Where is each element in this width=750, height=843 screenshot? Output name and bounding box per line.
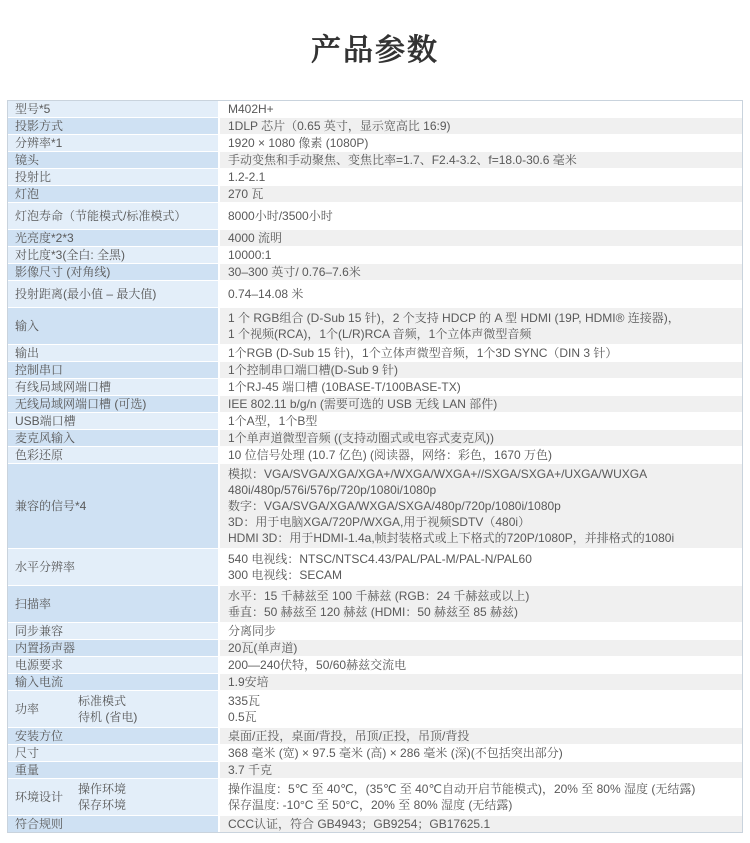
spec-row: [8, 463, 742, 548]
spec-value: [220, 762, 742, 778]
spec-label-text: 重量: [15, 763, 40, 777]
spec-label-text: 投射比: [15, 170, 52, 184]
spec-value-line: 8000小时/3500小时: [228, 209, 333, 223]
spec-sublabel: 操作环境: [78, 782, 127, 796]
spec-label: [8, 135, 220, 151]
spec-value: [220, 396, 742, 412]
spec-value-line: 20瓦(单声道): [228, 641, 298, 655]
spec-value-line: 1 个 RGB组合 (D-Sub 15 针)，2 个支持 HDCP 的 A 型 HDMI (19P, HDMI® 连接器)，: [228, 311, 680, 325]
spec-row: [8, 446, 742, 463]
spec-sublabel: 待机 (省电): [78, 710, 138, 724]
spec-value-line: 200—240伏特，50/60赫兹交流电: [228, 658, 407, 672]
spec-row: [8, 656, 742, 673]
spec-sublabel: 保存环境: [78, 798, 127, 812]
spec-label: 环境设计: [8, 779, 78, 815]
spec-value-line: 368 毫米 (宽) × 97.5 毫米 (高) × 286 毫米 (深)(不包括突出部分): [228, 746, 563, 760]
spec-value: [220, 101, 742, 117]
spec-label-text: 符合规则: [15, 817, 64, 831]
page-title: 产品参数: [311, 34, 439, 67]
spec-label: [8, 186, 220, 202]
spec-row: [8, 639, 742, 656]
spec-row: [8, 134, 742, 151]
spec-sublabel-column: [78, 779, 220, 815]
spec-label: [8, 413, 220, 429]
spec-label-text: 灯泡寿命（节能模式/标准模式）: [15, 209, 187, 223]
spec-label-text: 灯泡: [15, 187, 40, 201]
spec-label-text: 色彩还原: [15, 448, 64, 462]
spec-label: 功率: [8, 691, 78, 727]
spec-row: [8, 778, 742, 815]
spec-label: [8, 281, 220, 307]
spec-label-text: 水平分辨率: [15, 560, 76, 574]
spec-value-line: 335瓦: [228, 694, 261, 708]
spec-label: [8, 203, 220, 229]
spec-row: [8, 246, 742, 263]
spec-label-text: 型号*5: [15, 102, 51, 116]
spec-label: [8, 745, 220, 761]
spec-value: [220, 549, 742, 585]
spec-row: [8, 585, 742, 622]
spec-value-line: 模拟：VGA/SVGA/XGA/XGA+/WXGA/WXGA+//SXGA/SXGA+/UXGA/WUXGA: [228, 467, 648, 481]
spec-value-line: 1920 × 1080 像素 (1080P): [228, 136, 369, 150]
spec-value: [220, 308, 742, 344]
spec-row: [8, 744, 742, 761]
spec-label: [8, 230, 220, 246]
spec-value-line: 1个RJ-45 端口槽 (10BASE-T/100BASE-TX): [228, 380, 461, 394]
spec-label-text: 控制串口: [15, 363, 64, 377]
spec-row: [8, 622, 742, 639]
spec-label: [8, 430, 220, 446]
spec-value-line: 270 瓦: [228, 187, 264, 201]
spec-row: [8, 548, 742, 585]
spec-row: [8, 229, 742, 246]
spec-sublabel: 标准模式: [78, 694, 127, 708]
spec-value: [220, 447, 742, 463]
spec-value-line: 10000:1: [228, 248, 272, 262]
spec-label: [8, 586, 220, 622]
spec-label: [8, 447, 220, 463]
spec-row: [8, 761, 742, 778]
spec-value-line: 1个单声道微型音频 ((支持动圈式或电容式麦克风)): [228, 431, 494, 445]
spec-value-line: 4000 流明: [228, 231, 283, 245]
spec-value: [220, 674, 742, 690]
spec-label: [8, 118, 220, 134]
spec-label-text: USB端口槽: [15, 414, 76, 428]
spec-value-line: 10 位信号处理 (10.7 亿色) (阅读器，网络：彩色，1670 万色): [228, 448, 553, 462]
spec-value: [220, 430, 742, 446]
spec-row: [8, 727, 742, 744]
spec-label: [8, 640, 220, 656]
spec-row: [8, 151, 742, 168]
spec-value-line: 0.5瓦: [228, 710, 257, 724]
spec-value-line: 540 电视线：NTSC/NTSC4.43/PAL/PAL-M/PAL-N/PAL60: [228, 552, 532, 566]
spec-value: [220, 152, 742, 168]
spec-row: [8, 815, 742, 832]
spec-row: [8, 117, 742, 134]
spec-value-line: 水平：15 千赫兹至 100 千赫兹 (RGB：24 千赫兹或以上): [228, 589, 530, 603]
spec-value: [220, 745, 742, 761]
spec-value-line: M402H+: [228, 102, 274, 116]
spec-value: [220, 118, 742, 134]
spec-label: [8, 762, 220, 778]
spec-value-line: 3.7 千克: [228, 763, 273, 777]
spec-value: [220, 657, 742, 673]
spec-label-text: 同步兼容: [15, 624, 64, 638]
spec-table: [7, 100, 743, 833]
spec-label: [8, 379, 220, 395]
spec-sublabel-column: [78, 691, 220, 727]
spec-value: [220, 186, 742, 202]
spec-label: [8, 396, 220, 412]
spec-value-line: 480i/480p/576i/576p/720p/1080i/1080p: [228, 483, 437, 497]
spec-value-line: 1个控制串口端口槽(D-Sub 9 针): [228, 363, 399, 377]
spec-value: [220, 230, 742, 246]
spec-value-line: 1个RGB (D-Sub 15 针)，1个立体声微型音频，1个3D SYNC（DIN 3 针）: [228, 346, 618, 360]
spec-row: [8, 673, 742, 690]
spec-label: [8, 152, 220, 168]
spec-value: [220, 345, 742, 361]
spec-value-line: HDMI 3D：用于HDMI-1.4a,帧封装格式或上下格式的720P/1080P，并排格式的1080i: [228, 531, 675, 545]
spec-value: [220, 281, 742, 307]
spec-value-line: 垂直：50 赫兹至 120 赫兹 (HDMI：50 赫兹至 85 赫兹): [228, 605, 519, 619]
spec-label-text: 输出: [15, 346, 40, 360]
spec-value-line: 3D：用于电脑XGA/720P/WXGA,用于视频SDTV（480i）: [228, 515, 531, 529]
spec-value-line: 300 电视线：SECAM: [228, 568, 343, 582]
spec-row: [8, 280, 742, 307]
spec-label-text: 麦克风输入: [15, 431, 76, 445]
spec-label: [8, 169, 220, 185]
spec-label-text: 无线局域网端口槽 (可选): [15, 397, 147, 411]
spec-label: [8, 816, 220, 832]
spec-value: [220, 169, 742, 185]
spec-row: [8, 168, 742, 185]
spec-value: [220, 264, 742, 280]
spec-value-line: 30–300 英寸/ 0.76–7.6米: [228, 265, 361, 279]
spec-value: [220, 640, 742, 656]
spec-value-line: 0.74–14.08 米: [228, 287, 304, 301]
spec-value: [220, 464, 742, 548]
spec-value: [220, 816, 742, 832]
spec-row: [8, 344, 742, 361]
spec-value: [220, 203, 742, 229]
spec-label-text: 光亮度*2*3: [15, 231, 74, 245]
spec-value-line: 1.2-2.1: [228, 170, 266, 184]
spec-value-line: 分离同步: [228, 624, 277, 638]
spec-label: [8, 623, 220, 639]
spec-value: [220, 413, 742, 429]
spec-label: [8, 657, 220, 673]
spec-value: [220, 586, 742, 622]
spec-value: [220, 247, 742, 263]
spec-label: [8, 308, 220, 344]
spec-row: [8, 202, 742, 229]
spec-label-text: 尺寸: [15, 746, 40, 760]
spec-label-text: 镜头: [15, 153, 40, 167]
spec-value-line: 数字：VGA/SVGA/XGA/WXGA/SXGA/480p/720p/1080i/1080p: [228, 499, 561, 513]
spec-label: [8, 101, 220, 117]
spec-label-text: 影像尺寸 (对角线): [15, 265, 111, 279]
spec-label-text: 投影方式: [15, 119, 64, 133]
spec-row: [8, 361, 742, 378]
spec-label: [8, 264, 220, 280]
spec-label: [8, 728, 220, 744]
spec-label-text: 投射距离(最小值 – 最大值): [15, 287, 157, 301]
spec-value-line: 保存温度: -10°C 至 50°C，20% 至 80% 湿度 (无结露): [228, 798, 513, 812]
spec-value: [220, 728, 742, 744]
spec-label-text: 安装方位: [15, 729, 64, 743]
spec-label-text: 输入电流: [15, 675, 64, 689]
spec-row: [8, 378, 742, 395]
spec-label: [8, 549, 220, 585]
spec-row: [8, 263, 742, 280]
spec-label-text: 内置扬声器: [15, 641, 76, 655]
spec-row: [8, 307, 742, 344]
spec-row: [8, 185, 742, 202]
spec-label-text: 对比度*3(全白: 全黑): [15, 248, 126, 262]
spec-label-text: 有线局域网端口槽: [15, 380, 112, 394]
spec-row: [8, 412, 742, 429]
spec-value: [220, 379, 742, 395]
spec-label-text: 扫描率: [15, 597, 52, 611]
spec-row: [8, 101, 742, 117]
spec-row: [8, 395, 742, 412]
spec-label-text: 兼容的信号*4: [15, 499, 87, 513]
spec-value-line: 1个A型，1个B型: [228, 414, 318, 428]
spec-value-line: 1.9安培: [228, 675, 269, 689]
spec-label-text: 电源要求: [15, 658, 64, 672]
spec-value: [220, 623, 742, 639]
spec-row: [8, 690, 742, 727]
spec-label-text: 输入: [15, 319, 40, 333]
spec-value-line: 1 个视频(RCA)，1个(L/R)RCA 音频，1个立体声微型音频: [228, 327, 532, 341]
spec-value: [220, 362, 742, 378]
spec-label: [8, 362, 220, 378]
spec-label: [8, 674, 220, 690]
spec-value-line: 手动变焦和手动聚焦、变焦比率=1.7、F2.4-3.2、f=18.0-30.6 毫米: [228, 153, 577, 167]
spec-value-line: CCC认证，符合 GB4943；GB9254；GB17625.1: [228, 817, 491, 831]
spec-label: [8, 247, 220, 263]
spec-value-line: 操作温度：5℃ 至 40℃，(35℃ 至 40℃自动开启节能模式)，20% 至 80% 湿度 (无结露): [228, 782, 696, 796]
spec-value-line: 桌面/正投，桌面/背投，吊顶/正投，吊顶/背投: [228, 729, 470, 743]
spec-row: [8, 429, 742, 446]
spec-label-text: 分辨率*1: [15, 136, 63, 150]
spec-label: [8, 464, 220, 548]
spec-value-line: IEE 802.11 b/g/n (需要可选的 USB 无线 LAN 部件): [228, 397, 498, 411]
spec-value: [220, 691, 742, 727]
spec-value-line: 1DLP 芯片（0.65 英寸，显示宽高比 16:9): [228, 119, 451, 133]
spec-label: [8, 345, 220, 361]
spec-value: [220, 135, 742, 151]
spec-value: [220, 779, 742, 815]
